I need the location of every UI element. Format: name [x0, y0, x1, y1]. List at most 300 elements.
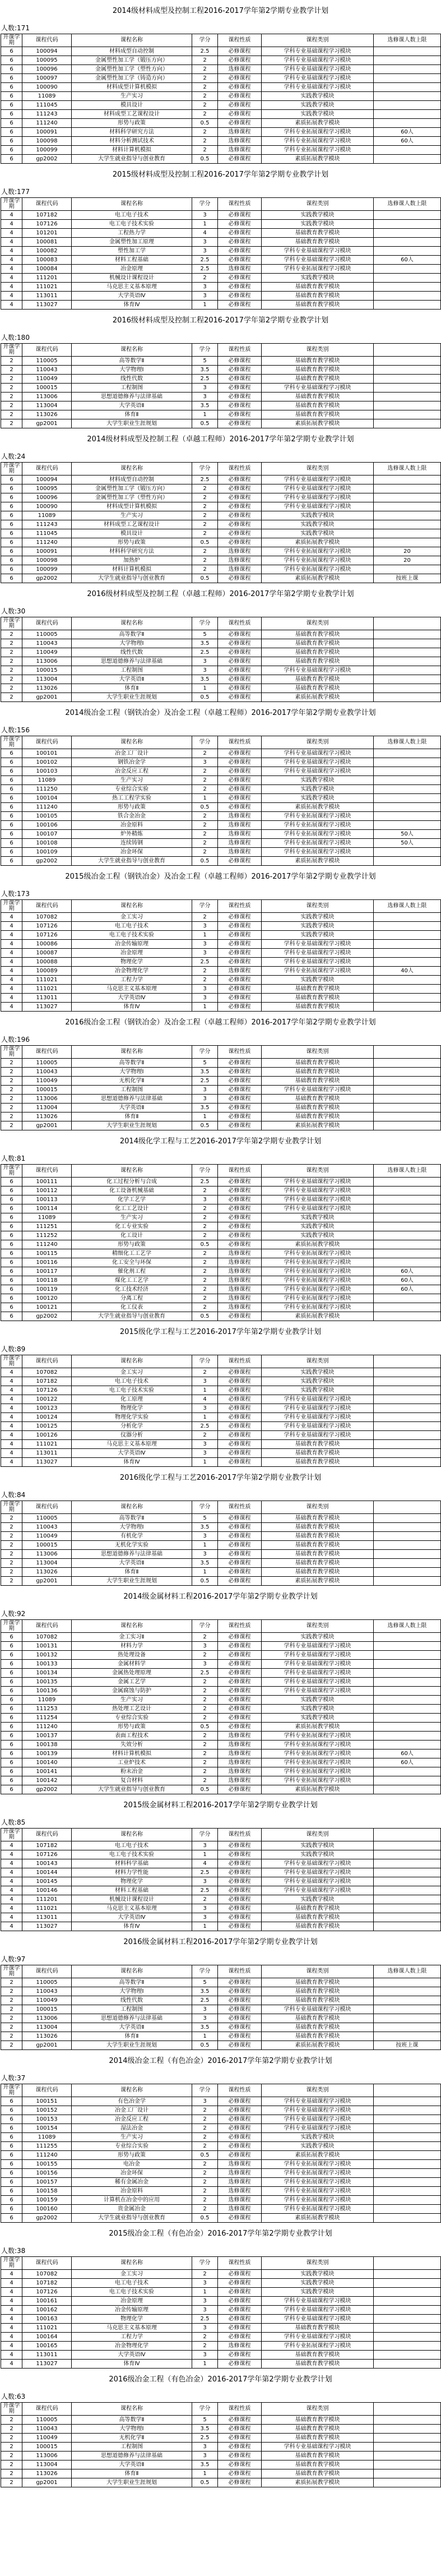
credit-cell: 2	[192, 2160, 218, 2169]
category-cell: 学科专业拓展课程学习模块	[262, 1758, 374, 1767]
code-cell: 113011	[22, 292, 72, 301]
code-cell: 110043	[22, 1987, 72, 1996]
name-cell: 分离工程	[72, 1294, 192, 1303]
type-cell: 选修课程	[218, 1258, 262, 1267]
limit-cell	[374, 1895, 441, 1904]
term-cell: 6	[1, 1785, 22, 1794]
code-cell: 107182	[22, 1841, 72, 1850]
code-header: 课程代码	[22, 2084, 72, 2097]
name-cell: 材料科学研究方法	[72, 128, 192, 137]
code-cell: 111201	[22, 274, 72, 283]
term-cell: 2	[1, 1550, 22, 1559]
code-cell: 110005	[22, 1514, 72, 1523]
category-cell: 基础教育教学模块	[262, 1523, 374, 1532]
name-cell: 电工电子技术	[72, 2279, 192, 2288]
category-cell: 学科专业基础课程学习模块	[262, 56, 374, 65]
name-cell: 大学英语Ⅱ	[72, 401, 192, 410]
term-cell: 2	[1, 1523, 22, 1532]
name-cell: 生产实习	[72, 2133, 192, 2142]
code-cell: 11089	[22, 92, 72, 101]
table-row	[1, 1696, 441, 1705]
limit-cell	[374, 1577, 441, 1586]
limit-cell	[374, 1723, 441, 1732]
table-row	[1, 401, 441, 410]
name-cell: 大学英语Ⅱ	[72, 675, 192, 684]
term-header: 开课学期	[1, 1829, 22, 1841]
name-cell: 大学英语Ⅳ	[72, 1913, 192, 1922]
type-cell: 必修课程	[218, 274, 262, 283]
code-cell: 100015	[22, 1086, 72, 1095]
section-title: 2014级金属材料工程2016-2017学年第2学期专业教学计划	[123, 1592, 318, 1601]
term-cell: 6	[1, 2205, 22, 2214]
credit-cell: 1	[192, 1541, 218, 1550]
type-cell: 必修课程	[218, 1868, 262, 1877]
name-cell: 思想道德修养与法律基础	[72, 1550, 192, 1559]
type-cell: 选修课程	[218, 967, 262, 976]
term-cell: 4	[1, 1422, 22, 1431]
name-cell: 有机化学	[72, 1532, 192, 1541]
term-cell: 6	[1, 2133, 22, 2142]
type-cell: 必修课程	[218, 776, 262, 785]
table-row	[1, 821, 441, 830]
limit-cell	[374, 2478, 441, 2487]
term-cell: 4	[1, 1368, 22, 1377]
credit-cell: 3	[192, 2297, 218, 2306]
credit-cell: 0.5	[192, 2041, 218, 2050]
table-row	[1, 1204, 441, 1213]
code-cell: 100159	[22, 2196, 72, 2205]
code-cell: 107126	[22, 922, 72, 931]
term-header: 开课学期	[1, 900, 22, 913]
term-cell: 4	[1, 1904, 22, 1913]
limit-cell	[374, 1395, 441, 1404]
type-cell: 必修课程	[218, 1213, 262, 1222]
name-cell: 材料科学研究方法	[72, 547, 192, 556]
student-count: 人数:171	[1, 24, 30, 32]
limit-cell	[374, 976, 441, 985]
type-cell: 必修课程	[218, 393, 262, 401]
table-row	[1, 2315, 441, 2324]
limit-cell	[374, 1568, 441, 1577]
credit-cell: 2	[192, 565, 218, 574]
type-cell: 必修课程	[218, 1633, 262, 1642]
name-cell: 物理化学实验	[72, 1413, 192, 1422]
category-cell: 实践教学模块	[262, 2133, 374, 2142]
type-cell: 必修课程	[218, 1723, 262, 1732]
code-cell: 110043	[22, 1523, 72, 1532]
name-cell: 马克思主义基本原理	[72, 283, 192, 292]
credit-cell: 3	[192, 393, 218, 401]
name-cell: 材料成型计算机模拟	[72, 83, 192, 92]
limit-cell	[374, 1059, 441, 1068]
category-cell: 学科专业基础课程学习模块	[262, 758, 374, 767]
type-cell: 选修课程	[218, 2187, 262, 2196]
name-cell: 工程制图	[72, 2443, 192, 2452]
code-cell: 107126	[22, 220, 72, 229]
credit-cell: 3.5	[192, 1523, 218, 1532]
type-cell: 选修课程	[218, 1276, 262, 1285]
type-cell: 必修课程	[218, 520, 262, 529]
name-cell: 材料力学性能	[72, 1868, 192, 1877]
table-row	[1, 2443, 441, 2452]
category-header: 课程类别	[262, 34, 374, 47]
plan-section	[0, 1467, 441, 1586]
student-count: 人数:24	[1, 453, 26, 460]
limit-cell	[374, 1705, 441, 1714]
term-cell: 2	[1, 1559, 22, 1568]
category-cell: 基础教育教学模块	[262, 1904, 374, 1913]
name-header: 课程名称	[72, 1620, 192, 1633]
type-cell: 选修课程	[218, 65, 262, 74]
table-row	[1, 301, 441, 310]
table-row	[1, 1678, 441, 1687]
term-cell: 6	[1, 812, 22, 821]
table-row	[1, 2205, 441, 2214]
name-header: 课程名称	[72, 1355, 192, 1368]
type-cell: 必修课程	[218, 211, 262, 220]
category-cell: 学科专业拓展课程学习模块	[262, 1258, 374, 1267]
type-cell: 必修课程	[218, 1895, 262, 1904]
limit-cell	[374, 511, 441, 520]
code-cell: 100091	[22, 547, 72, 556]
credit-cell: 3	[192, 1086, 218, 1095]
name-header: 课程名称	[72, 34, 192, 47]
category-cell: 基础教育教学模块	[262, 1568, 374, 1577]
name-cell: 体育Ⅱ	[72, 1112, 192, 1121]
table-row	[1, 812, 441, 821]
category-cell: 学科专业基础课程学习模块	[262, 2097, 374, 2106]
category-cell: 基础教育教学模块	[262, 994, 374, 1003]
name-cell: 稀有金属冶金	[72, 2178, 192, 2187]
table-row	[1, 1776, 441, 1785]
name-cell: 机械设计课程设计	[72, 1895, 192, 1904]
name-cell: 粉末冶金	[72, 1767, 192, 1776]
type-header: 课程性质	[218, 1355, 262, 1368]
credit-header: 学分	[192, 1620, 218, 1633]
type-cell: 必修课程	[218, 283, 262, 292]
table-row	[1, 1705, 441, 1714]
name-cell: 线性代数	[72, 1996, 192, 2005]
name-cell: 工程制图	[72, 384, 192, 393]
category-cell: 基础教育教学模块	[262, 1104, 374, 1112]
name-cell: 形势与政策	[72, 803, 192, 812]
code-cell: 107126	[22, 1850, 72, 1859]
table-row	[1, 155, 441, 164]
category-cell: 学科专业基础课程学习模块	[262, 2005, 374, 2014]
limit-cell	[374, 1785, 441, 1794]
term-cell: 4	[1, 274, 22, 283]
limit-cell: 20	[374, 556, 441, 565]
name-cell: 金属腐蚀与防护	[72, 1687, 192, 1696]
limit-cell: 按班上课	[374, 2041, 441, 2050]
code-cell: 100103	[22, 767, 72, 776]
code-cell: 100015	[22, 384, 72, 393]
credit-cell: 2	[192, 1705, 218, 1714]
limit-cell	[374, 565, 441, 574]
type-cell: 必修课程	[218, 574, 262, 583]
name-cell: 电工电子技术	[72, 1377, 192, 1386]
code-cell: 113027	[22, 1922, 72, 1931]
table-row	[1, 1431, 441, 1440]
term-cell: 4	[1, 976, 22, 985]
credit-cell: 1	[192, 1112, 218, 1121]
plan-section	[0, 583, 441, 702]
category-cell: 学科专业拓展课程学习模块	[262, 1732, 374, 1741]
code-cell: 100117	[22, 1267, 72, 1276]
code-cell: gp2001	[22, 1577, 72, 1586]
table-row	[1, 1276, 441, 1285]
category-cell: 学科专业拓展课程学习模块	[262, 547, 374, 556]
name-cell: 马克思主义基本原理	[72, 985, 192, 994]
limit-cell	[374, 493, 441, 502]
code-cell: 110005	[22, 2416, 72, 2425]
code-cell: 113027	[22, 301, 72, 310]
category-cell: 素质拓展教学模块	[262, 419, 374, 428]
term-cell: 4	[1, 1850, 22, 1859]
category-header: 课程类别	[262, 2403, 374, 2416]
credit-cell: 2	[192, 74, 218, 83]
term-header: 开课学期	[1, 1355, 22, 1368]
limit-cell	[374, 538, 441, 547]
term-cell: 6	[1, 529, 22, 538]
name-cell: 工程制图	[72, 1086, 192, 1095]
category-header: 课程类别	[262, 1965, 374, 1978]
category-header: 课程类别	[262, 1355, 374, 1368]
credit-cell: 2	[192, 92, 218, 101]
term-cell: 6	[1, 1678, 22, 1687]
category-cell: 学科专业基础课程学习模块	[262, 1178, 374, 1187]
table-row	[1, 803, 441, 812]
type-cell: 选修课程	[218, 1776, 262, 1785]
name-cell: 仪器分析	[72, 1431, 192, 1440]
term-cell: 6	[1, 1687, 22, 1696]
category-header: 课程类别	[262, 900, 374, 913]
limit-cell	[374, 1003, 441, 1012]
code-cell: 100142	[22, 1776, 72, 1785]
code-cell: 111243	[22, 520, 72, 529]
plan-table	[1, 1619, 441, 1794]
category-cell: 实践教学模块	[262, 1850, 374, 1859]
category-cell: 学科专业拓展课程学习模块	[262, 128, 374, 137]
limit-cell	[374, 238, 441, 247]
limit-cell	[374, 2014, 441, 2023]
category-cell: 基础教育教学模块	[262, 985, 374, 994]
type-cell: 必修课程	[218, 1422, 262, 1431]
table-header-row	[1, 2257, 441, 2270]
type-cell: 必修课程	[218, 2460, 262, 2469]
category-cell: 实践教学模块	[262, 922, 374, 931]
type-cell: 必修课程	[218, 794, 262, 803]
name-cell: 材料分析测试技术	[72, 137, 192, 146]
category-cell: 学科专业拓展课程学习模块	[262, 848, 374, 857]
table-row	[1, 1741, 441, 1749]
limit-cell	[374, 211, 441, 220]
term-cell: 2	[1, 384, 22, 393]
category-cell: 学科专业基础课程学习模块	[262, 1195, 374, 1204]
name-cell: 湿法冶金	[72, 2124, 192, 2133]
code-cell: 113004	[22, 2023, 72, 2032]
name-cell: 大学生职业生涯规划	[72, 2478, 192, 2487]
credit-cell: 2	[192, 547, 218, 556]
category-cell: 基础教育教学模块	[262, 657, 374, 666]
table-header-row	[1, 1620, 441, 1633]
table-row	[1, 2306, 441, 2315]
credit-cell: 2	[192, 2178, 218, 2187]
type-cell: 必修课程	[218, 922, 262, 931]
limit-cell	[374, 110, 441, 119]
code-cell: 111240	[22, 2151, 72, 2160]
table-row	[1, 967, 441, 976]
table-header-row	[1, 1829, 441, 1841]
term-cell: 4	[1, 1895, 22, 1904]
code-cell: 107182	[22, 1377, 72, 1386]
limit-cell	[374, 520, 441, 529]
name-cell: 加热炉	[72, 556, 192, 565]
code-cell: 100107	[22, 830, 72, 839]
type-header: 课程性质	[218, 2084, 262, 2097]
limit-cell	[374, 2005, 441, 2014]
category-cell: 实践教学模块	[262, 2142, 374, 2151]
term-cell: 6	[1, 1195, 22, 1204]
term-cell: 4	[1, 1413, 22, 1422]
type-cell: 必修课程	[218, 476, 262, 484]
type-cell: 必修课程	[218, 1785, 262, 1794]
category-cell: 实践教学模块	[262, 1213, 374, 1222]
limit-cell	[374, 292, 441, 301]
table-row	[1, 1112, 441, 1121]
term-cell: 6	[1, 1642, 22, 1651]
category-cell: 实践教学模块	[262, 1222, 374, 1231]
term-header: 开课学期	[1, 2257, 22, 2270]
code-cell: gp2002	[22, 1785, 72, 1794]
code-cell: 113004	[22, 1104, 72, 1112]
code-cell: 111021	[22, 1904, 72, 1913]
category-cell: 实践教学模块	[262, 529, 374, 538]
table-row	[1, 2160, 441, 2169]
category-cell: 实践教学模块	[262, 110, 374, 119]
term-cell: 4	[1, 1886, 22, 1895]
name-cell: 思想道德修养与法律基础	[72, 2452, 192, 2460]
credit-cell: 3	[192, 2097, 218, 2106]
name-cell: 体育Ⅳ	[72, 1458, 192, 1467]
category-header: 课程类别	[262, 1501, 374, 1514]
credit-cell: 1	[192, 1568, 218, 1577]
type-header: 课程性质	[218, 617, 262, 630]
credit-header: 学分	[192, 736, 218, 749]
name-cell: 工程制图	[72, 666, 192, 675]
category-cell: 素质拓展教学模块	[262, 1312, 374, 1321]
limit-cell	[374, 666, 441, 675]
category-cell: 实践教学模块	[262, 211, 374, 220]
code-cell: 100104	[22, 794, 72, 803]
category-cell: 学科专业基础课程学习模块	[262, 2333, 374, 2342]
code-cell: 111254	[22, 1714, 72, 1723]
table-row	[1, 666, 441, 675]
name-cell: 工业炉技术	[72, 1758, 192, 1767]
limit-cell	[374, 1978, 441, 1987]
term-cell: 4	[1, 1868, 22, 1877]
credit-cell: 3	[192, 666, 218, 675]
type-cell: 必修课程	[218, 648, 262, 657]
code-cell: 100146	[22, 1886, 72, 1895]
code-cell: 100144	[22, 1868, 72, 1877]
term-cell: 6	[1, 1294, 22, 1303]
type-header: 课程性质	[218, 34, 262, 47]
plan-section	[0, 1012, 441, 1130]
category-cell: 素质拓展教学模块	[262, 2214, 374, 2223]
type-cell: 必修课程	[218, 1705, 262, 1714]
limit-header: 选修课人数上限	[374, 1165, 441, 1178]
category-cell: 素质拓展教学模块	[262, 2041, 374, 2050]
table-row	[1, 357, 441, 366]
category-cell: 学科专业基础课程学习模块	[262, 1687, 374, 1696]
limit-cell	[374, 2187, 441, 2196]
type-cell: 必修课程	[218, 155, 262, 164]
code-cell: 100157	[22, 2178, 72, 2187]
credit-cell: 2.5	[192, 1422, 218, 1431]
term-header: 开课学期	[1, 2084, 22, 2097]
term-cell: 4	[1, 220, 22, 229]
type-cell: 必修课程	[218, 1104, 262, 1112]
term-cell: 6	[1, 1651, 22, 1660]
table-row	[1, 839, 441, 848]
term-cell: 2	[1, 684, 22, 693]
type-cell: 必修课程	[218, 913, 262, 922]
limit-cell	[374, 812, 441, 821]
section-title: 2014级化学工程与工艺2016-2017学年第2学期专业教学计划	[119, 1137, 322, 1146]
category-cell: 实践教学模块	[262, 1377, 374, 1386]
category-cell: 学科专业拓展课程学习模块	[262, 839, 374, 848]
credit-cell: 2	[192, 776, 218, 785]
term-cell: 4	[1, 1913, 22, 1922]
table-row	[1, 2452, 441, 2460]
term-cell: 6	[1, 1767, 22, 1776]
credit-cell: 2.5	[192, 256, 218, 265]
table-row	[1, 958, 441, 967]
limit-cell	[374, 357, 441, 366]
table-row	[1, 2460, 441, 2469]
code-cell: 100133	[22, 1660, 72, 1669]
credit-cell: 2	[192, 812, 218, 821]
code-cell: 11089	[22, 511, 72, 520]
name-cell: 电冶金	[72, 2160, 192, 2169]
type-cell: 必修课程	[218, 511, 262, 520]
name-cell: 大学英语Ⅳ	[72, 292, 192, 301]
credit-cell: 2	[192, 2270, 218, 2279]
category-cell: 学科专业拓展课程学习模块	[262, 556, 374, 565]
limit-cell	[374, 220, 441, 229]
limit-cell: 50人	[374, 839, 441, 848]
code-header: 课程代码	[22, 1355, 72, 1368]
code-cell: 100161	[22, 2297, 72, 2306]
section-title: 2015级冶金工程（有色冶金）2016-2017学年第2学期专业教学计划	[109, 2229, 332, 2238]
code-cell: 110049	[22, 2434, 72, 2443]
name-cell: 大学英语Ⅳ	[72, 1449, 192, 1458]
category-cell: 实践教学模块	[262, 776, 374, 785]
term-cell: 2	[1, 648, 22, 657]
section-title: 2016级冶金工程（钢铁冶金）及冶金工程（卓越工程师）2016-2017学年第2学期专业教学计划	[65, 1018, 376, 1027]
credit-cell: 3	[192, 758, 218, 767]
table-row	[1, 1687, 441, 1696]
category-cell: 学科专业基础课程学习模块	[262, 2443, 374, 2452]
type-cell: 必修课程	[218, 1651, 262, 1660]
name-cell: 生产实习	[72, 1696, 192, 1705]
code-cell: 111021	[22, 985, 72, 994]
name-cell: 无机化学Ⅱ	[72, 1077, 192, 1086]
category-cell: 学科专业基础课程学习模块	[262, 476, 374, 484]
limit-header	[374, 1501, 441, 1514]
limit-header	[374, 1046, 441, 1059]
